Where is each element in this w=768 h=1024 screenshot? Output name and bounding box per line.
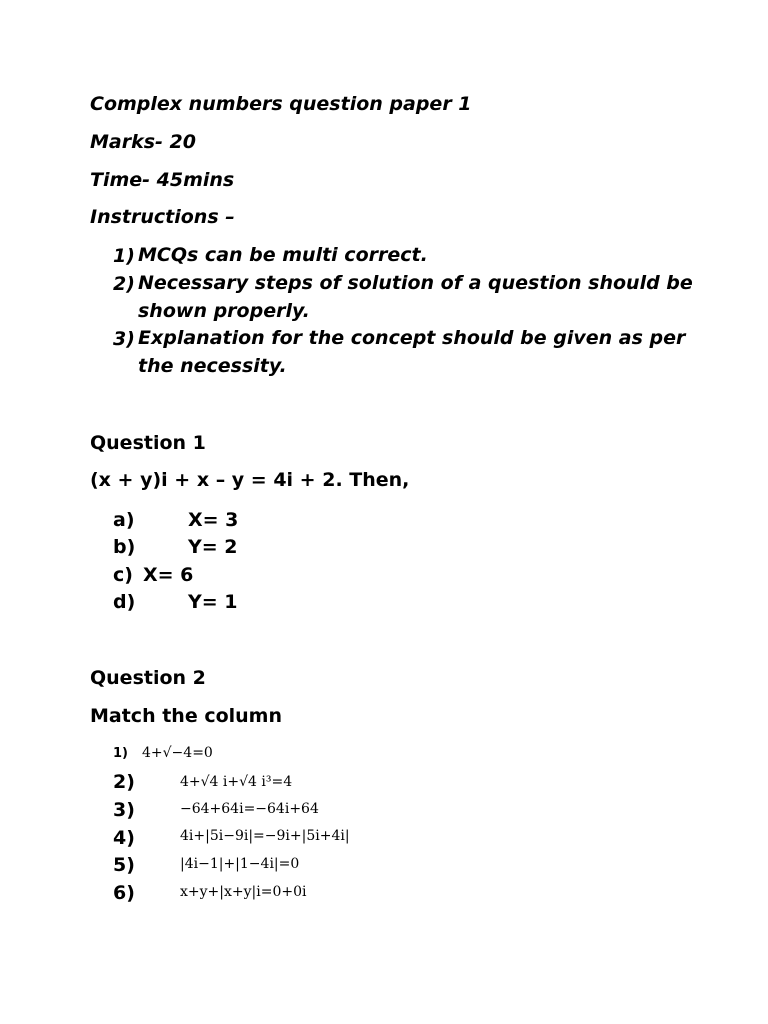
match-item-expression: −64+64i=−64i+64 (180, 801, 319, 817)
instruction-number: 2) (113, 273, 135, 295)
option-text: Y= 1 (188, 591, 238, 613)
time-line: Time- 45mins (90, 169, 235, 191)
instruction-number: 3) (113, 328, 135, 350)
match-item-number: 1) (113, 746, 128, 761)
question-1-title: Question 1 (90, 432, 206, 454)
option-text: X= 3 (188, 509, 239, 531)
match-item-expression: 4i+|5i−9i|=−9i+|5i+4i| (180, 828, 350, 844)
match-item-number: 5) (113, 854, 135, 876)
paper-title: Complex numbers question paper 1 (90, 93, 472, 115)
match-item-expression: 4+√−4=0 (142, 745, 213, 761)
option-letter: d) (113, 591, 136, 613)
match-item-number: 6) (113, 882, 135, 904)
match-item-expression: |4i−1|+|1−4i|=0 (180, 856, 300, 872)
match-item-expression: 4+√4 i+√4 i³=4 (180, 774, 293, 790)
instruction-text: MCQs can be multi correct. (138, 244, 428, 266)
instruction-text: Explanation for the concept should be given as per the necessity. (138, 327, 686, 377)
option-letter: b) (113, 536, 136, 558)
match-item-expression: x+y+|x+y|i=0+0i (180, 884, 307, 900)
question-1-stem: (x + y)i + x – y = 4i + 2. Then, (90, 469, 410, 491)
option-letter: c) (113, 564, 133, 586)
option-text: X= 6 (143, 564, 194, 586)
match-item-number: 3) (113, 799, 135, 821)
match-item-number: 4) (113, 827, 135, 849)
instructions-heading: Instructions – (90, 206, 235, 228)
question-2-subtitle: Match the column (90, 705, 283, 727)
instruction-text: Necessary steps of solution of a question should be shown properly. (138, 272, 693, 322)
marks-line: Marks- 20 (90, 131, 196, 153)
match-item-number: 2) (113, 771, 135, 793)
option-letter: a) (113, 509, 135, 531)
question-2-title: Question 2 (90, 667, 206, 689)
option-text: Y= 2 (188, 536, 238, 558)
instruction-number: 1) (113, 245, 135, 267)
